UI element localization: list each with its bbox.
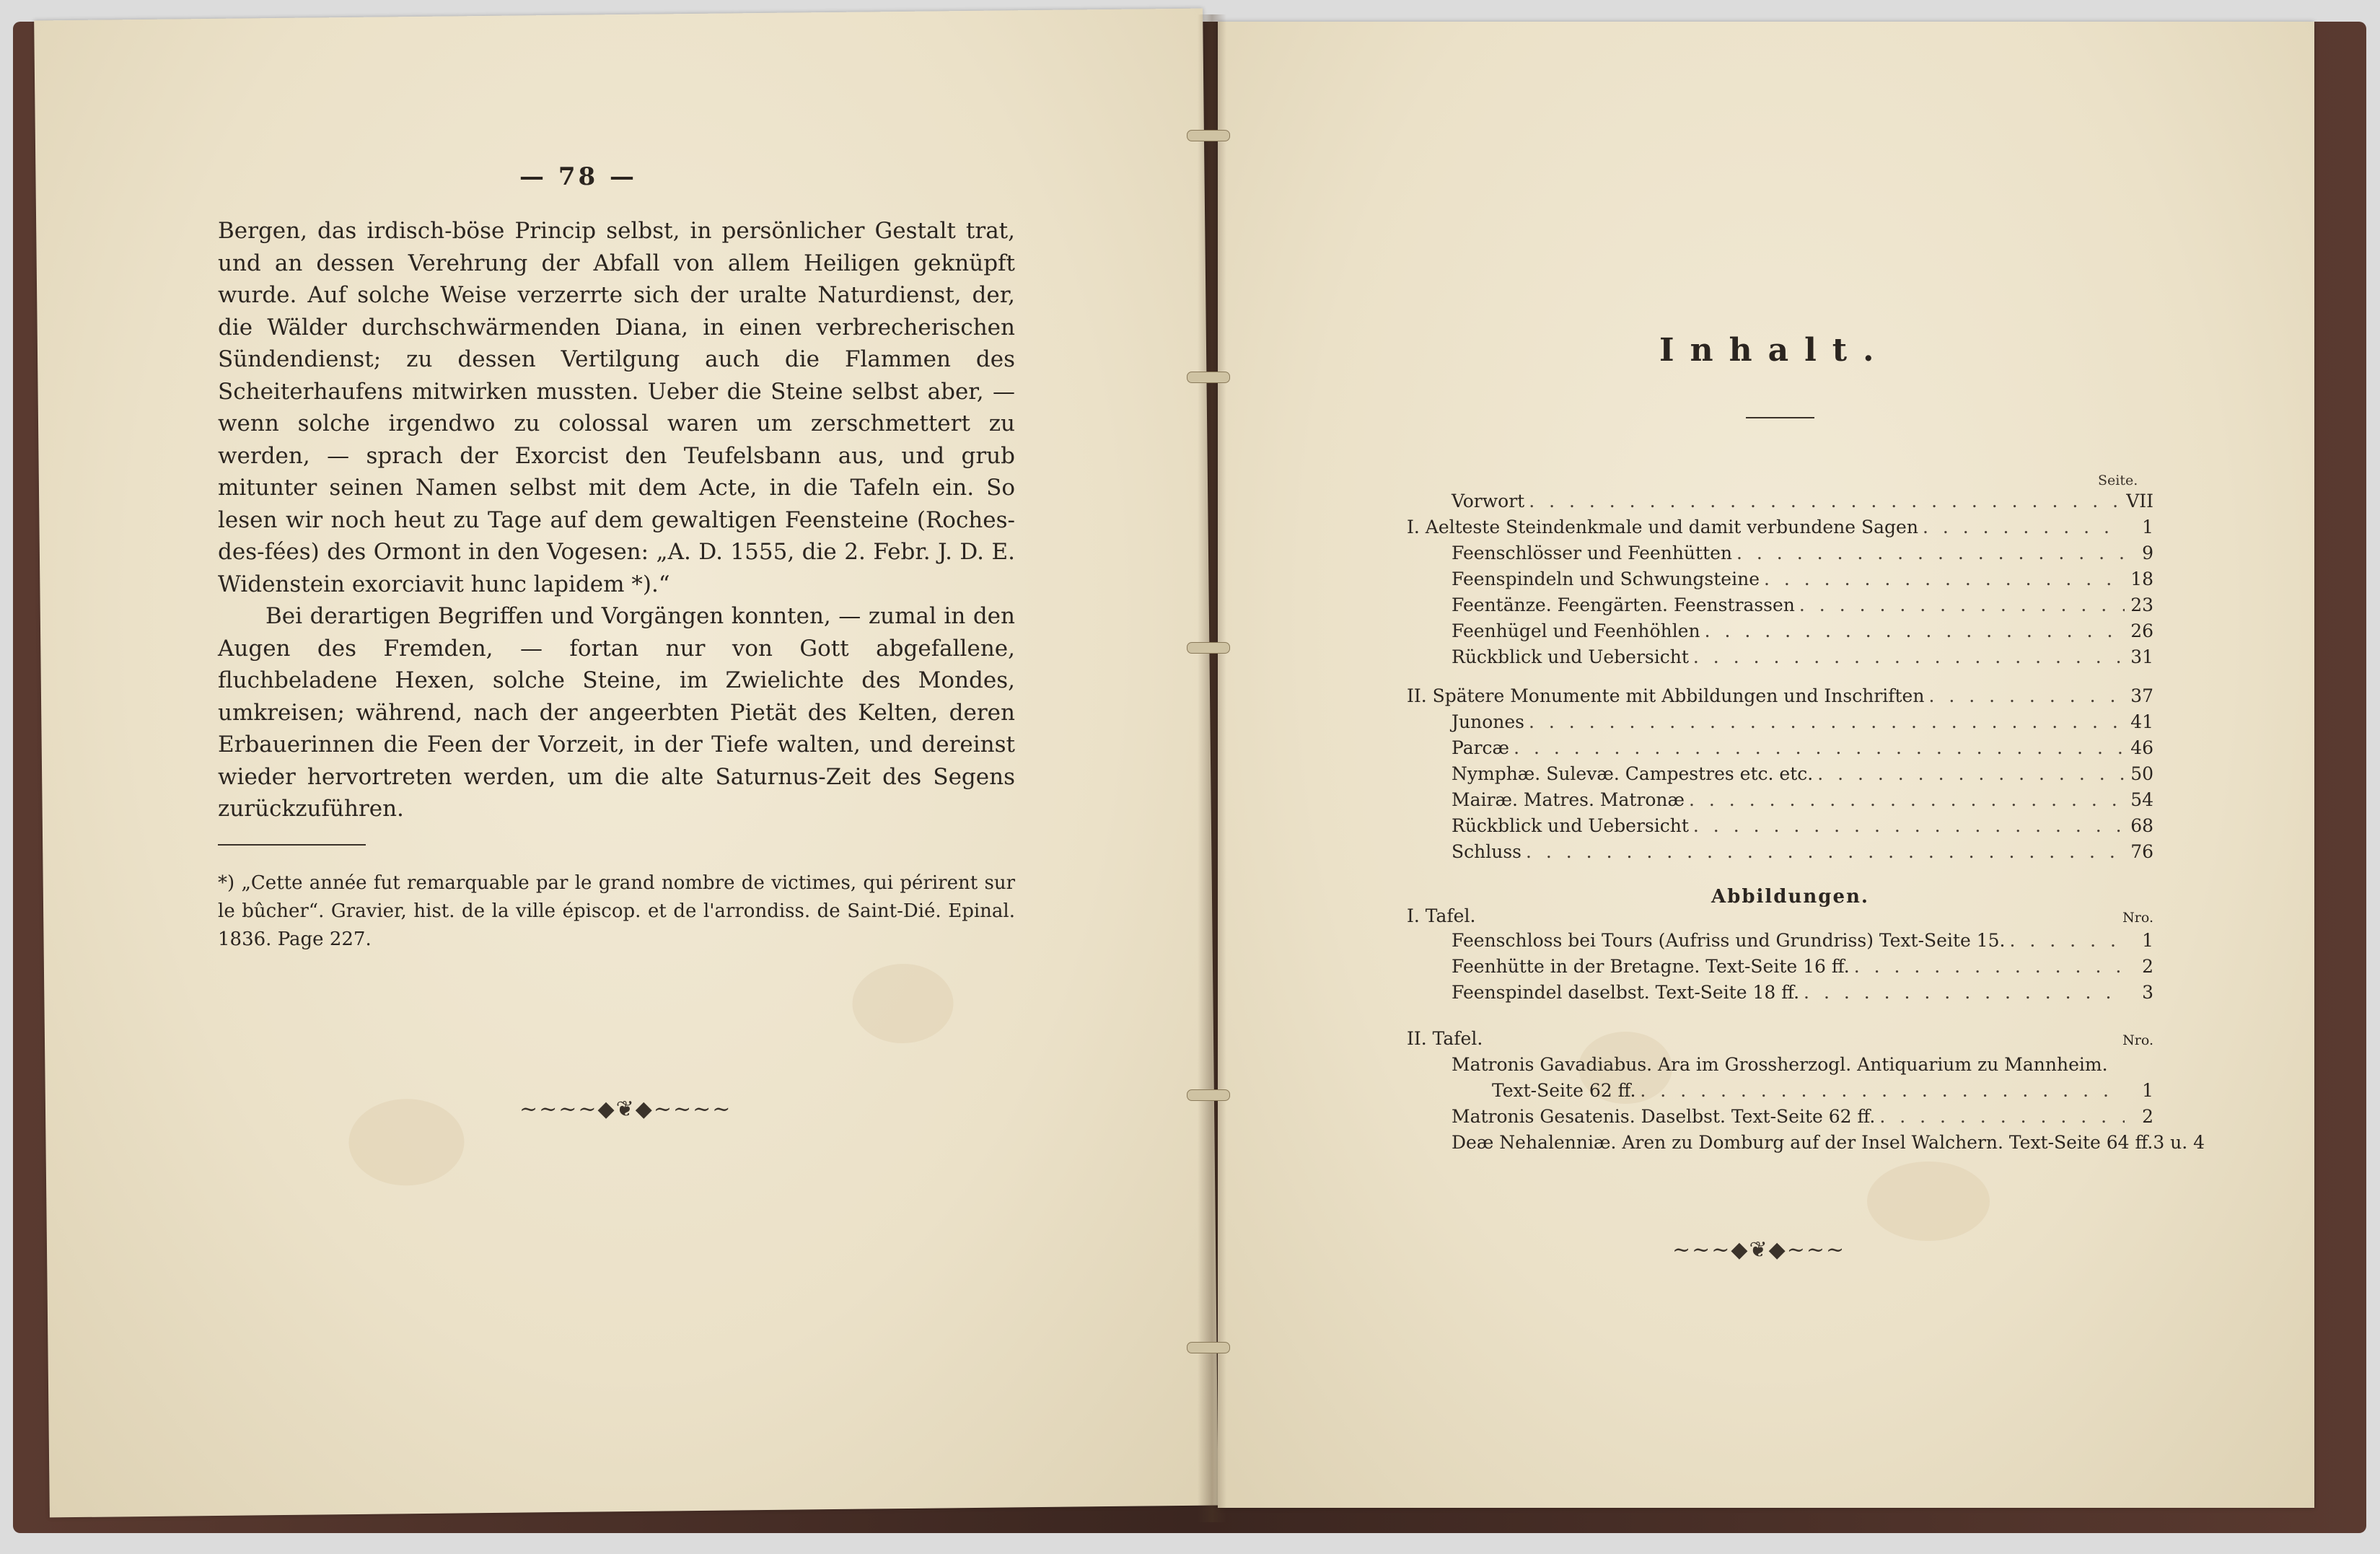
toc-entry-label: Feenschlösser und Feenhütten — [1452, 543, 1733, 563]
body-text — [218, 215, 1015, 825]
leader-dots — [1689, 815, 2125, 836]
ornament: ~~~◆❦◆~~~ — [1672, 1237, 1846, 1263]
stain — [348, 1098, 465, 1186]
toc-entry-label: Parcæ — [1452, 737, 1510, 758]
leader-dots — [1799, 982, 2125, 1003]
leader-dots — [1700, 620, 2125, 641]
toc-entry-page: 41 — [2130, 711, 2153, 732]
tafel-entry-number: 3 u. 4 — [2153, 1132, 2205, 1153]
footnote: *) „Cette année fut remarquable par le grand nombre de victimes, qui périrent sur le bûcher“. Gravier, hist. de la ville épiscop. et de l'arrondiss. de Saint-Dié. Epinal. 1836. Page 227. — [218, 872, 1015, 950]
tafel-entry-label: Text-Seite 62 ff. — [1492, 1080, 1636, 1101]
tafel-header — [1407, 1028, 2153, 1054]
toc-entry-page: VII — [2126, 491, 2153, 512]
toc-entry — [1407, 569, 2153, 594]
ornament: ~~~~◆❦◆~~~~ — [519, 1097, 732, 1122]
toc-entry-label: Mairæ. Matres. Matronæ — [1452, 789, 1685, 810]
toc-entry-label: Feenhügel und Feenhöhlen — [1452, 620, 1700, 641]
toc-entry-page: 26 — [2130, 620, 2153, 641]
tafel-label: II. Tafel. — [1407, 1028, 1483, 1049]
toc-entry — [1407, 815, 2153, 841]
nro-label: Nro. — [2122, 910, 2153, 926]
toc-entry-label: Feentänze. Feengärten. Feenstrassen — [1452, 594, 1795, 615]
binding-stitch — [1187, 372, 1230, 383]
tafel-entry-number: 2 — [2142, 956, 2153, 977]
toc-entry — [1407, 841, 2153, 867]
tafel-entry-label: Feenspindel daselbst. Text-Seite 18 ff. — [1452, 982, 1800, 1003]
tafel-entry-label: Matronis Gesatenis. Daselbst. Text-Seite 62 ff. — [1452, 1106, 1876, 1127]
toc-entry — [1407, 594, 2153, 620]
tafel-entry — [1407, 1106, 2153, 1132]
tafel-entry-number: 3 — [2142, 982, 2153, 1003]
toc-entry-label: II. Spätere Monumente mit Abbildungen und Inschriften — [1407, 685, 1925, 706]
toc-entry — [1407, 737, 2153, 763]
toc-entry-label: Feenspindeln und Schwungsteine — [1452, 569, 1760, 589]
toc-entry-page: 46 — [2130, 737, 2153, 758]
leader-dots — [1813, 763, 2125, 784]
toc-entry-page: 76 — [2130, 841, 2153, 862]
toc-entry — [1407, 789, 2153, 815]
tafel-entry-number: 2 — [2142, 1106, 2153, 1127]
leader-dots — [1732, 543, 2125, 563]
toc-title: Inhalt. — [1659, 332, 1890, 369]
tafel-entry — [1407, 1080, 2153, 1106]
book-gutter — [1198, 14, 1226, 1522]
tafel-entry-label: Feenschloss bei Tours (Aufriss und Grundriss) Text-Seite 15. — [1452, 930, 2006, 951]
tafel-entry — [1407, 930, 2153, 956]
toc-entry — [1407, 620, 2153, 646]
binding-stitch — [1187, 642, 1230, 654]
toc-entry-label: Junones — [1452, 711, 1525, 732]
tafel-entry-number: 1 — [2142, 930, 2153, 951]
stain — [852, 963, 954, 1043]
tafel-entry-label: Deæ Nehalenniæ. Aren zu Domburg auf der Insel Walchern. Text-Seite 64 ff. — [1452, 1132, 2153, 1153]
tafel-entry-label: Feenhütte in der Bretagne. Text-Seite 16 ff. — [1452, 956, 1850, 977]
leader-dots — [1685, 789, 2125, 810]
leader-dots — [1521, 841, 2125, 862]
toc-entry — [1407, 763, 2153, 789]
leader-dots — [1924, 685, 2125, 706]
tafel-entry-number: 1 — [2142, 1080, 2153, 1101]
tafel-entry — [1407, 982, 2153, 1008]
toc-entry-page: 31 — [2130, 646, 2153, 667]
toc-entry — [1407, 646, 2153, 672]
tafel-entry-label: Matronis Gavadiabus. Ara im Grossherzogl. Antiquarium zu Mannheim. — [1452, 1054, 2108, 1075]
tafel-label: I. Tafel. — [1407, 905, 1476, 926]
toc-entry-label: Vorwort — [1452, 491, 1525, 512]
tafel-entry — [1407, 956, 2153, 982]
toc-entry-page: 23 — [2130, 594, 2153, 615]
leader-dots — [1689, 646, 2125, 667]
toc-entry-page: 1 — [2142, 517, 2153, 537]
toc-entry-label: Rückblick und Uebersicht — [1452, 815, 1689, 836]
paragraph: Bei derartigen Begriffen und Vorgängen konnten, — zumal in den Augen des Fremden, — fortan nur von Gott abgefallene, fluchbeladene Hexen, solche Steine, im Zwielichte des Mondes, umkreisen; während, nach der angeerbten Pietät des Kelten, deren Erbauerinnen die Feen der Vorzeit, in der Tiefe walten, und dereinst wieder hervortreten werden, um die alte Saturnus-Zeit des Segens zurückzuführen. — [218, 603, 1015, 822]
title-rule — [1746, 417, 1814, 418]
toc-entry-page: 54 — [2130, 789, 2153, 810]
leader-dots — [1635, 1080, 2125, 1101]
toc-entry-label: Rückblick und Uebersicht — [1452, 646, 1689, 667]
toc-entry-label: Nymphæ. Sulevæ. Campestres etc. etc. — [1452, 763, 1814, 784]
toc-entry — [1407, 517, 2153, 543]
footnote-rule — [218, 844, 366, 846]
leader-dots — [1918, 517, 2125, 537]
binding-stitch — [1187, 130, 1230, 141]
toc-entry — [1407, 491, 2153, 517]
leader-dots — [1524, 711, 2125, 732]
toc-entry-page: 37 — [2130, 685, 2153, 706]
toc-entry — [1407, 711, 2153, 737]
leader-dots — [1509, 737, 2125, 758]
tafel-header — [1407, 905, 2153, 931]
toc-entry-label: Schluss — [1452, 841, 1521, 862]
tafel-entry — [1407, 1054, 2153, 1080]
toc-entry-label: I. Aelteste Steindenkmale und damit verbundene Sagen — [1407, 517, 1918, 537]
leader-dots — [1524, 491, 2125, 512]
paragraph: Bergen, das irdisch-böse Princip selbst, in persönlicher Gestalt trat, und an dessen Verehrung der Abfall von allem Heiligen geknüpft wurde. Auf solche Weise verzerrte sich der uralte Naturdienst, der, die Wälder durchschwärmenden Diana, in einen verbrecherischen Sündendienst; zu dessen Vertilgung auch die Flammen des Scheiterhaufens mitwirken mussten. Ueber die Steine selbst aber, — wenn solche irgendwo zu colossal waren um zerschmettert zu werden, — sprach der Exorcist den Teufelsbann aus, und grub mitunter seinen Namen selbst mit dem Acte, in die Tafeln ein. So lesen wir noch heut zu Tage auf dem gewaltigen Feensteine (Roches-des-fées) des Ormont in den Vogesen: „A. D. 1555, die 2. Febr. J. D. E. Widenstein exorciavit hunc lapidem *).“ — [218, 218, 1015, 597]
seite-label: Seite. — [2098, 473, 2138, 488]
leader-dots — [1850, 956, 2125, 977]
binding-stitch — [1187, 1089, 1230, 1101]
toc-entry-page: 9 — [2142, 543, 2153, 563]
toc-entry-page: 68 — [2130, 815, 2153, 836]
tafel-entry — [1407, 1132, 2205, 1158]
binding-stitch — [1187, 1342, 1230, 1353]
leader-dots — [1795, 594, 2125, 615]
stain — [1867, 1162, 1990, 1241]
leader-dots — [1875, 1106, 2125, 1127]
leader-dots — [2006, 930, 2125, 951]
toc-entry-page: 18 — [2130, 569, 2153, 589]
page-number: — 78 — — [519, 162, 637, 191]
abbildungen-heading: Abbildungen. — [1711, 886, 1869, 908]
nro-label: Nro. — [2122, 1032, 2153, 1048]
toc-entry-page: 50 — [2130, 763, 2153, 784]
toc-entry — [1407, 543, 2153, 569]
leader-dots — [1760, 569, 2125, 589]
toc-entry — [1407, 685, 2153, 711]
